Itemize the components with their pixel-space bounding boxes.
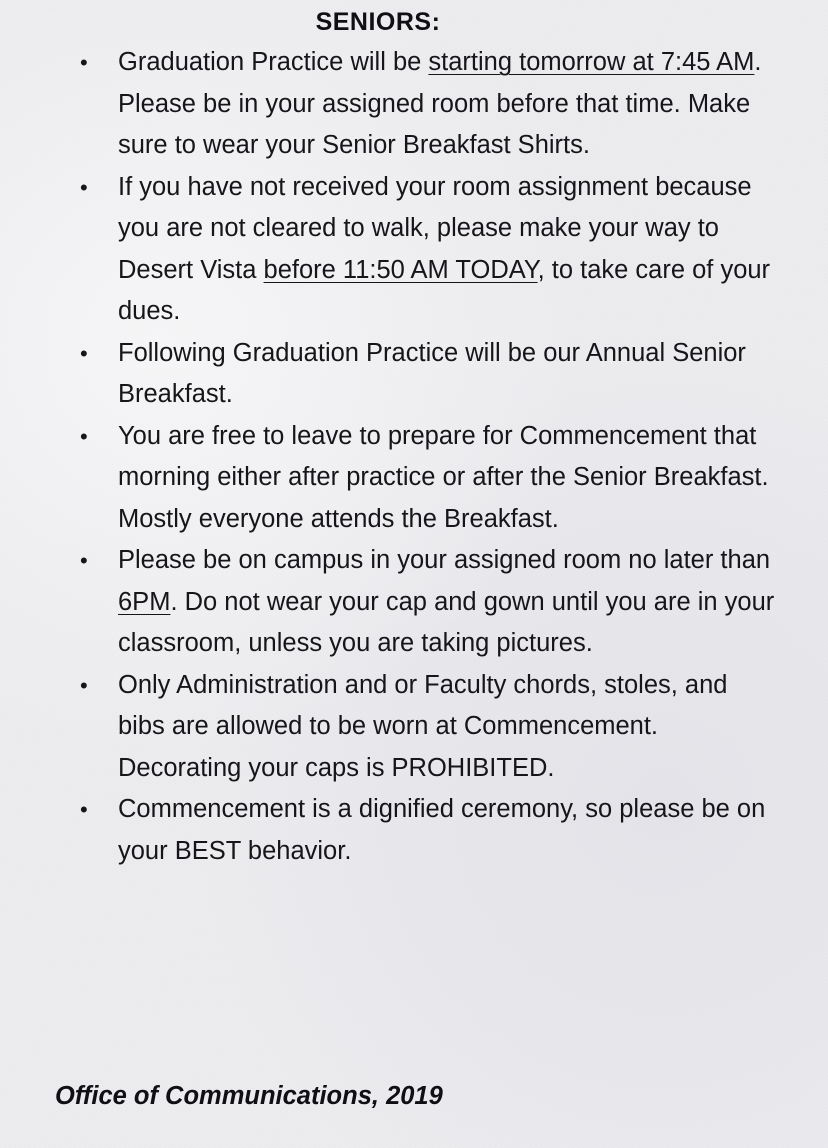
bullet-icon: • — [80, 423, 88, 449]
bullet-icon: • — [80, 797, 88, 822]
footer-signature: Office of Communications, 2019 — [55, 1082, 443, 1110]
list-item-graduation-practice — [0, 42, 780, 167]
bullet-icon: • — [80, 50, 88, 75]
item-text: . Do not wear your cap and gown until you are in your classroom, unless you are taking pictures. — [118, 587, 775, 657]
item-text: Please be on campus in your assigned room no later than — [118, 546, 771, 574]
underlined-time: 6PM — [118, 587, 171, 616]
list-item-regalia-rules — [0, 665, 780, 790]
item-text: . Please be in your assigned room before that time. Make sure to wear your Senior Breakfast Shirts. — [118, 48, 762, 159]
bullet-icon: • — [80, 672, 88, 698]
list-item-room-assignment — [0, 167, 780, 333]
list-item-behavior — [0, 789, 780, 872]
heading-seniors: SENIORS: — [315, 8, 441, 36]
underlined-deadline: before 11:50 AM TODAY — [263, 255, 538, 284]
item-text: , to take care of your dues. — [118, 255, 771, 325]
list-item-senior-breakfast — [0, 333, 780, 416]
item-text: Following Graduation Practice will be our Annual Senior Breakfast. — [118, 338, 746, 408]
item-text: Only Administration and or Faculty chords, stoles, and bibs are allowed to be worn at Commencement. Decorating your caps is PROHIBITED. — [118, 670, 728, 782]
item-text: Commencement is a dignified ceremony, so please be on your BEST behavior. — [118, 795, 766, 865]
item-text: You are free to leave to prepare for Commencement that morning either after practice or after the Senior Breakfast. Mostly everyone attends the Breakfast. — [118, 421, 769, 533]
announcement-list — [0, 42, 828, 872]
bullet-icon: • — [80, 548, 88, 573]
underlined-time: starting tomorrow at 7:45 AM — [428, 48, 755, 76]
item-text: Graduation Practice will be — [118, 48, 429, 76]
bullet-icon: • — [80, 340, 88, 366]
bullet-icon: • — [80, 174, 88, 200]
list-item-on-campus — [0, 540, 780, 665]
list-item-free-to-leave — [0, 416, 780, 541]
item-text: If you have not received your room assignment because you are not cleared to walk, please make your way to Desert Vista — [118, 172, 752, 284]
